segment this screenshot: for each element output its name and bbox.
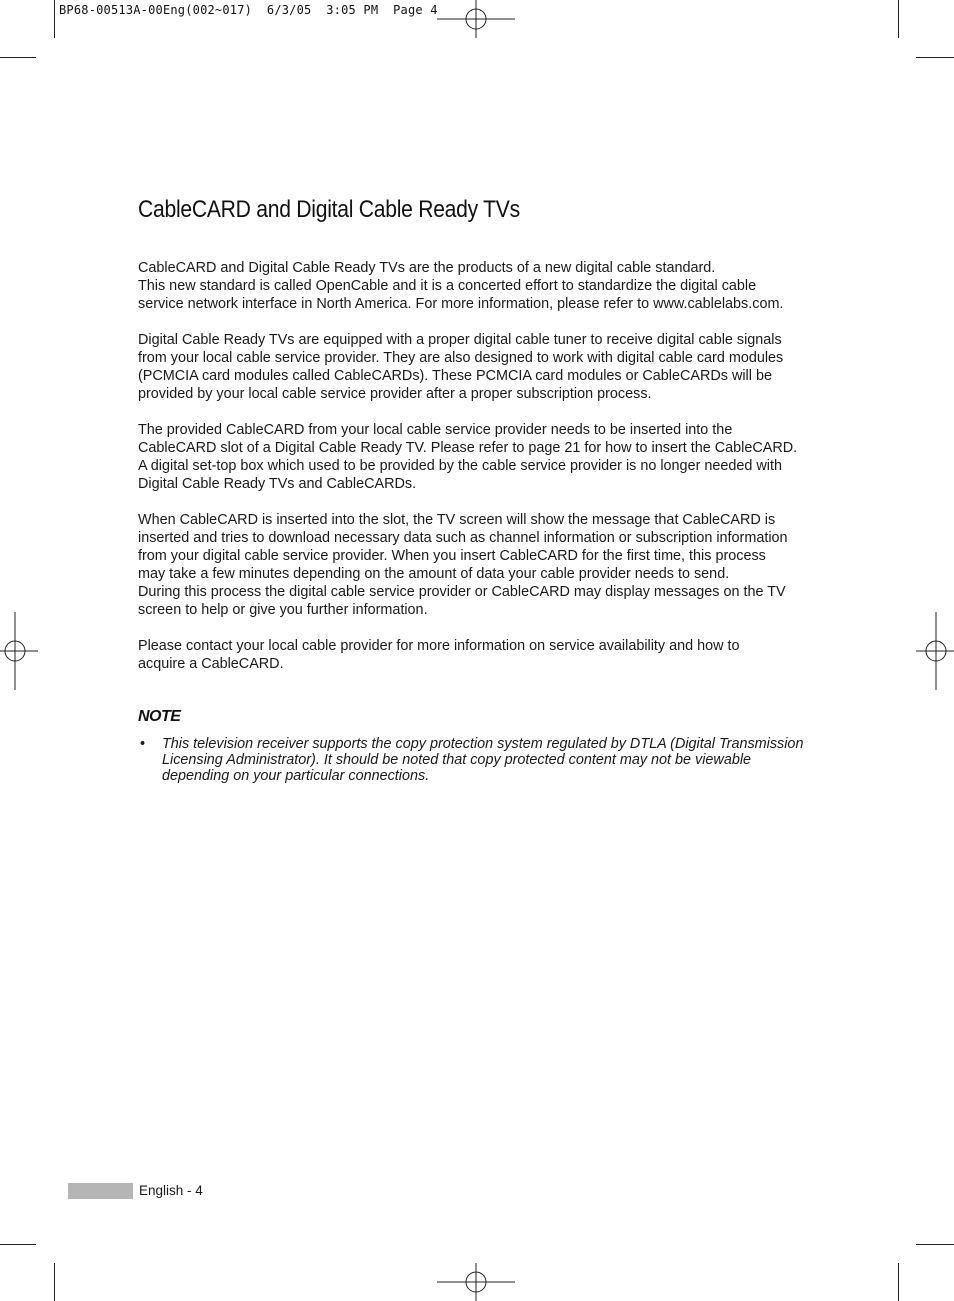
text-line: A digital set-top box which used to be provided by the cable service provider is no longer needed with [138, 458, 782, 474]
text-line: screen to help or give you further information. [138, 602, 428, 618]
text-line: CableCARD slot of a Digital Cable Ready TV. Please refer to page 21 for how to insert the CableCARD. [138, 440, 798, 456]
text-line: Please contact your local cable provider for more information on service availability and how to [138, 638, 740, 654]
text-line: CableCARD and Digital Cable Ready TVs are the products of a new digital cable standard. [138, 260, 716, 276]
text-line: may take a few minutes depending on the amount of data your cable provider needs to send. [138, 566, 730, 582]
bullet-icon: • [140, 736, 146, 752]
printer-slug: BP68-00513A-00Eng(002~017) 6/3/05 3:05 PM Page 4 [59, 3, 438, 17]
note-list [138, 736, 828, 784]
crop-mark-top-left-h [0, 57, 36, 58]
body-text [138, 259, 828, 691]
text-line: from your local cable service provider. They are also designed to work with digital cable card modules [138, 350, 784, 366]
registration-mark-right-icon [916, 612, 954, 692]
crop-mark-top-right-h [916, 57, 954, 58]
paragraph-digital-cable-ready [138, 331, 828, 403]
note-item [138, 736, 828, 784]
crop-mark-bottom-right-v [898, 1263, 899, 1301]
paragraph-intro [138, 259, 828, 313]
text-line: from your digital cable service provider. When you insert CableCARD for the first time, this process [138, 548, 766, 564]
text-line: During this process the digital cable service provider or CableCARD may display messages on the TV [138, 584, 786, 600]
crop-mark-top-right-v [898, 0, 899, 38]
paragraph-insert-cablecard [138, 421, 828, 493]
text-line: (PCMCIA card modules called CableCARDs). These PCMCIA card modules or CableCARDs will be [138, 368, 772, 384]
crop-mark-bottom-left-h [0, 1244, 36, 1245]
text-line: This television receiver supports the copy protection system regulated by DTLA (Digital Transmission [162, 736, 804, 752]
crop-mark-bottom-left-v [54, 1263, 55, 1301]
registration-mark-bottom-icon [437, 1263, 517, 1301]
text-line: The provided CableCARD from your local cable service provider needs to be inserted into the [138, 422, 733, 438]
text-line: This new standard is called OpenCable and it is a concerted effort to standardize the digital cable [138, 278, 757, 294]
page-number: English - 4 [139, 1183, 203, 1198]
registration-mark-top-icon [437, 0, 517, 38]
text-line: When CableCARD is inserted into the slot, the TV screen will show the message that CableCARD is [138, 512, 776, 528]
text-line: depending on your particular connections. [162, 768, 430, 784]
crop-mark-top-left-v [54, 0, 55, 38]
paragraph-contact-provider [138, 637, 828, 673]
paragraph-download-process [138, 511, 828, 619]
registration-mark-left-icon [0, 612, 38, 692]
crop-mark-bottom-right-h [916, 1244, 954, 1245]
text-line: Digital Cable Ready TVs are equipped with a proper digital cable tuner to receive digital cable signals [138, 332, 782, 348]
text-line: Digital Cable Ready TVs and CableCARDs. [138, 476, 417, 492]
footer-bar [68, 1183, 133, 1199]
text-line: Licensing Administrator). It should be noted that copy protected content may not be viewable [162, 752, 752, 768]
text-line: service network interface in North America. For more information, please refer to www.cablelabs.com. [138, 296, 784, 312]
page-title: CableCARD and Digital Cable Ready TVs [138, 196, 520, 223]
text-line: inserted and tries to download necessary data such as channel information or subscription information [138, 530, 788, 546]
note-heading: NOTE [138, 708, 181, 725]
text-line: provided by your local cable service provider after a proper subscription process. [138, 386, 652, 402]
text-line: acquire a CableCARD. [138, 656, 284, 672]
